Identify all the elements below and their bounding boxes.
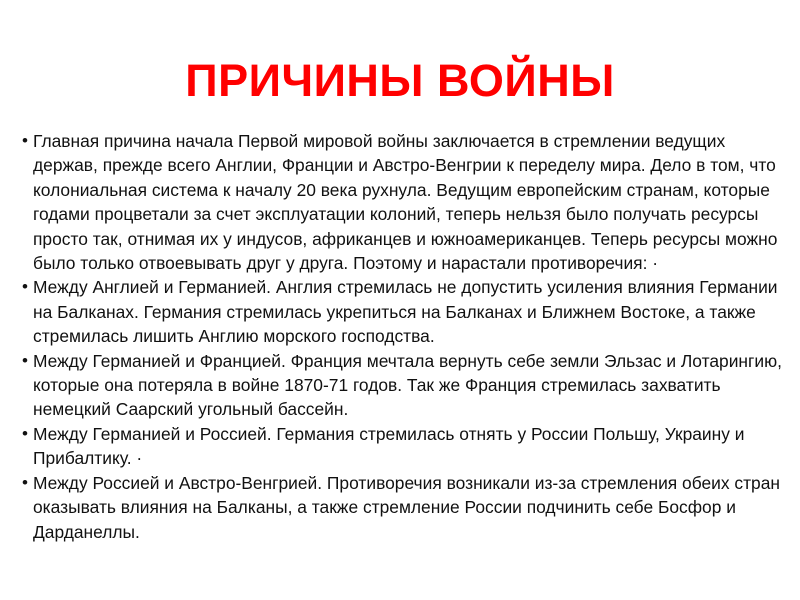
slide-title: ПРИЧИНЫ ВОЙНЫ <box>185 55 615 106</box>
bullet-text: Главная причина начала Первой мировой войны заключается в стремлении ведущих держав, прежде всего Англии, Франции и Австро-Венгрии к переделу мира. Дело в том, что колониальная система к началу 20 века рухнула. Ведущим европейским странам, которые годами процветали за счет эксплуатации колоний, теперь нельзя было получать ресурсы просто так, отнимая их у индусов, африканцев и южноамериканцев. Теперь ресурсы можно было только отвоевывать друг у друга. Поэтому и нарастали противоречия: · <box>33 131 778 274</box>
bullet-item-russia-austria <box>22 471 792 544</box>
bullet-list <box>22 129 792 544</box>
bullet-text: Между Россией и Австро-Венгрией. Противоречия возникали из-за стремления обеих стран оказывать влияния на Балканы, а также стремление России подчинить себе Босфор и Дарданеллы. <box>33 472 781 542</box>
bullet-icon: • <box>22 350 28 370</box>
bullet-item-england-germany <box>22 275 792 348</box>
bullet-item-main-cause <box>22 129 792 275</box>
bullet-item-germany-russia <box>22 422 792 471</box>
bullet-icon: • <box>22 131 28 150</box>
bullet-item-germany-france <box>22 349 792 422</box>
bullet-text: Между Германией и Россией. Германия стремилась отнять у России Польшу, Украину и Прибалтику. · <box>33 423 745 469</box>
bullet-icon: • <box>22 423 28 443</box>
bullet-text: Между Германией и Францией. Франция мечтала вернуть себе земли Эльзас и Лотарингию, которые она потеряла в войне 1870-71 годов. Так же Франция стремилась захватить немецкий Саарский угольный бассейн. <box>33 350 782 420</box>
bullet-text: Между Англией и Германией. Англия стремилась не допустить усиления влияния Германии на Балканах. Германия стремилась укрепиться на Балканах и Ближнем Востоке, а также стремилась лишить Англию морского господства. <box>33 277 778 347</box>
bullet-icon: • <box>22 472 28 492</box>
bullet-icon: • <box>22 277 28 297</box>
